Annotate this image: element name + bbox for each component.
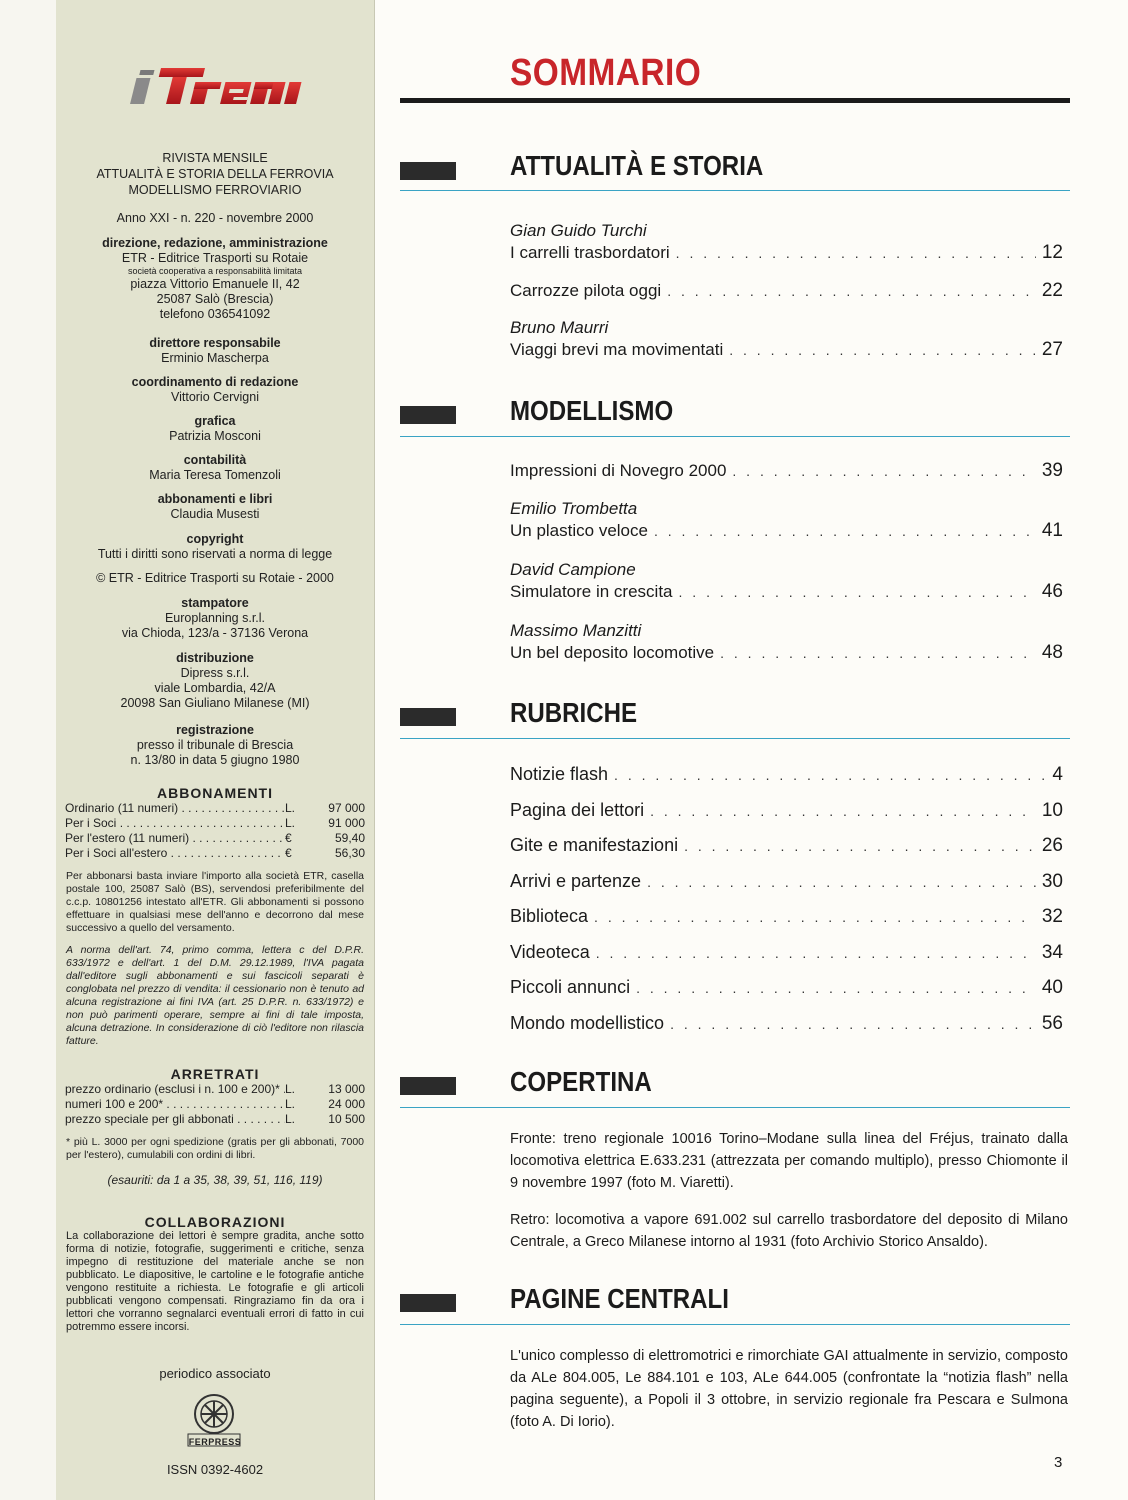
- lead-line: MODELLISMO FERROVIARIO: [128, 183, 302, 197]
- section-bar: [400, 1077, 456, 1095]
- staff-grafica: [56, 414, 374, 444]
- entry-title: Un bel deposito locomotive: [510, 643, 715, 662]
- toc-entry[interactable]: [510, 220, 1063, 264]
- staff-line: Maria Teresa Tomenzoli: [149, 468, 281, 482]
- staff-role: stampatore: [181, 596, 249, 610]
- rate-name: prezzo ordinario (esclusi i n. 100 e 200)* . . .: [65, 1082, 285, 1097]
- arretrati-block: [56, 1066, 374, 1187]
- staff-role: grafica: [194, 414, 236, 428]
- title-rule: [400, 98, 1070, 103]
- staff-line: società cooperativa a responsabilità limitata: [127, 266, 303, 276]
- entry-title: Notizie flash: [510, 764, 609, 784]
- abbonamenti-note: Per abbonarsi basta inviare l'importo alla società ETR, casella postale 100, 25087 Salò (BS), servendosi preferibilmente del c.c.p. 10801256 intestato all'ETR. Gli abbonamenti si possono effettuare in qualsiasi mese dell'anno e decorrono dal mese successivo a quello del versamento.: [66, 870, 364, 934]
- staff-line: Vittorio Cervigni: [170, 390, 259, 404]
- toc-entry[interactable]: [510, 1012, 1063, 1035]
- leader-dots: [679, 581, 1036, 603]
- leader-dots: [667, 280, 1036, 302]
- leader-dots: [636, 977, 1036, 999]
- toc-entry[interactable]: [510, 280, 1063, 302]
- staff-line: Dipress s.r.l.: [180, 666, 250, 680]
- entry-title: Simulatore in crescita: [510, 582, 673, 601]
- staff-line: 20098 San Giuliano Milanese (MI): [120, 696, 310, 710]
- leader-dots: [614, 764, 1046, 786]
- entry-page: 34: [1041, 942, 1063, 963]
- staff-line: telefono 036541092: [159, 307, 271, 321]
- rate-amount: 13 000: [328, 1082, 365, 1096]
- entry-page: 4: [1052, 764, 1063, 785]
- rate-name: Ordinario (11 numeri) . . .: [65, 801, 285, 816]
- staff-line: Claudia Musesti: [170, 507, 260, 521]
- staff-line: 25087 Salò (Brescia): [156, 292, 274, 306]
- staff-registrazione: [56, 723, 374, 768]
- staff-role: abbonamenti e libri: [157, 492, 273, 506]
- leader-dots: [594, 906, 1036, 928]
- entry-page: 32: [1041, 906, 1063, 927]
- arretrati-rates: [65, 1082, 365, 1127]
- entry-author: Massimo Manzitti: [510, 621, 642, 640]
- rate-row: [65, 816, 365, 831]
- entry-title: Mondo modellistico: [510, 1013, 665, 1033]
- leader-dots: [596, 942, 1036, 964]
- collaborazioni-heading: COLLABORAZIONI: [144, 1214, 286, 1230]
- leader-dots: [720, 642, 1036, 664]
- leader-dots: [732, 460, 1035, 482]
- section-rule: [400, 190, 1070, 191]
- associato-label: periodico associato: [159, 1366, 271, 1381]
- entry-page: 27: [1041, 339, 1063, 360]
- staff-abbonamenti: [56, 492, 374, 522]
- entry-author: David Campione: [510, 560, 636, 579]
- masthead-column: [56, 0, 375, 1500]
- staff-line: © ETR - Editrice Trasporti su Rotaie - 2000: [96, 571, 334, 585]
- entry-title: Biblioteca: [510, 906, 589, 926]
- rate-currency: L.: [285, 816, 296, 830]
- rate-name: Per i Soci . . .: [65, 816, 285, 831]
- staff-line: ETR - Editrice Trasporti su Rotaie: [121, 251, 309, 265]
- arretrati-heading: ARRETRATI: [170, 1066, 260, 1082]
- abbonamenti-rates: [65, 801, 365, 861]
- rate-amount: 10 500: [328, 1112, 365, 1126]
- page-number: 3: [1054, 1454, 1063, 1471]
- cover-back-caption: Retro: locomotiva a vapore 691.002 sul carrello trasbordatore del deposito di Milano Centrale, a Greco Milanese intorno al 1931 (foto Archivio Storico Ansaldo).: [510, 1212, 1068, 1250]
- section-bar: [400, 162, 456, 180]
- masthead-lead: [56, 150, 374, 226]
- rate-amount: 56,30: [334, 846, 365, 860]
- iva-note: A norma dell'art. 74, primo comma, lettera c del D.P.R. 633/1972 e dell'art. 1 del D.M. 29.12.1989, l'IVA pagata dall'editore sugli abbonamenti e sui fascicoli separati è conglobata nel prezzo di vendita: il cessionario non è tenuto ad alcuna registrazione ai fini IVA (art. 25 D.P.R. n. 633/1972) e non può parimenti operare, sempre ai fini di tale imposta, alcuna detrazione. In considerazione di ciò l'editore non rilascia fatture.: [66, 944, 364, 1047]
- staff-contabilita: [56, 453, 374, 483]
- rate-amount: 97 000: [328, 801, 365, 815]
- page-title: SOMMARIO: [510, 52, 702, 94]
- leader-dots: [676, 242, 1036, 264]
- staff-line: viale Lombardia, 42/A: [154, 681, 276, 695]
- rate-row: [65, 831, 365, 846]
- staff-role: contabilità: [183, 453, 247, 467]
- leader-dots: [729, 339, 1036, 361]
- staff-coordinamento: [56, 375, 374, 405]
- toc-entry[interactable]: [510, 460, 1063, 482]
- rate-currency: L.: [285, 1097, 296, 1111]
- leader-dots: [684, 835, 1036, 857]
- rate-amount: 24 000: [328, 1097, 365, 1111]
- entry-title: Arrivi e partenze: [510, 871, 642, 891]
- issn: ISSN 0392-4602: [166, 1462, 264, 1477]
- rate-row: [65, 1112, 365, 1127]
- entry-author: Emilio Trombetta: [510, 499, 638, 518]
- staff-direzione: [56, 236, 374, 322]
- staff-role: direttore responsabile: [149, 336, 281, 350]
- rate-row: [65, 1082, 365, 1097]
- toc-entry[interactable]: [510, 799, 1063, 822]
- toc-entry[interactable]: [510, 317, 1063, 361]
- rate-row: [65, 1097, 365, 1112]
- entry-title: Piccoli annunci: [510, 977, 631, 997]
- lead-line: RIVISTA MENSILE: [162, 151, 268, 165]
- section-title: RUBRICHE: [510, 697, 638, 728]
- staff-line: Europlanning s.r.l.: [164, 611, 266, 625]
- toc-entry[interactable]: [510, 834, 1063, 857]
- section-title: ATTUALITÀ E STORIA: [510, 150, 764, 181]
- entry-page: 46: [1041, 581, 1063, 602]
- entry-title: Gite e manifestazioni: [510, 835, 679, 855]
- rate-name: prezzo speciale per gli abbonati . . .: [65, 1112, 285, 1127]
- arretrati-note: * più L. 3000 per ogni spedizione (gratis per gli abbonati, 7000 per l'estero), cumulabili con ordini di libri.: [66, 1136, 364, 1161]
- toc-entry[interactable]: [510, 905, 1063, 928]
- rate-currency: L.: [285, 1082, 296, 1096]
- rate-currency: L.: [285, 1112, 296, 1126]
- rate-name: Per i Soci all'estero . . .: [65, 846, 285, 861]
- section-bar: [400, 406, 456, 424]
- toc-entry[interactable]: [510, 559, 1063, 603]
- staff-direttore: [56, 336, 374, 366]
- section-rule: [400, 738, 1070, 739]
- entry-page: 39: [1041, 460, 1063, 481]
- staff-line: presso il tribunale di Brescia: [136, 738, 294, 752]
- entry-page: 12: [1041, 242, 1063, 263]
- entry-page: 56: [1041, 1013, 1063, 1034]
- entry-page: 26: [1041, 835, 1063, 856]
- staff-role: distribuzione: [176, 651, 254, 665]
- rate-amount: 59,40: [334, 831, 365, 845]
- toc-entry[interactable]: [510, 870, 1063, 893]
- staff-line: Tutti i diritti sono riservati a norma di legge: [97, 547, 333, 561]
- leader-dots: [650, 800, 1036, 822]
- entry-title: Un plastico veloce: [510, 521, 648, 540]
- centerfold-caption: L'unico complesso di elettromotrici e rimorchiate GAI attualmente in servizio, composto da ALe 804.005, Le 884.101 e 103, ALe 644.005 (confrontate la “notizia flash” nella pagina seguente), a Popoli il 3 ottobre, in servizio regionale fra Pescara e Sulmona (foto A. Di Iorio).: [510, 1348, 1068, 1430]
- entry-page: 22: [1041, 280, 1063, 301]
- abbonamenti-heading: ABBONAMENTI: [157, 785, 273, 801]
- entry-page: 40: [1041, 977, 1063, 998]
- entry-author: Gian Guido Turchi: [510, 221, 647, 240]
- collaborazioni-block: [56, 1214, 374, 1334]
- entry-author: Bruno Maurri: [510, 318, 609, 337]
- toc-entry[interactable]: [510, 620, 1063, 664]
- staff-copyright: [56, 532, 374, 586]
- section-title: PAGINE CENTRALI: [510, 1283, 729, 1314]
- staff-line: via Chioda, 123/a - 37136 Verona: [121, 626, 309, 640]
- staff-line: n. 13/80 in data 5 giugno 1980: [130, 753, 300, 767]
- staff-line: piazza Vittorio Emanuele II, 42: [130, 277, 300, 291]
- rate-currency: €: [285, 831, 292, 845]
- entry-title: Pagina dei lettori: [510, 800, 645, 820]
- toc-entry[interactable]: [510, 976, 1063, 999]
- entry-page: 30: [1041, 871, 1063, 892]
- entry-title: I carrelli trasbordatori: [510, 243, 670, 262]
- rate-amount: 91 000: [328, 816, 365, 830]
- rate-currency: €: [285, 846, 292, 860]
- rate-name: Per l'estero (11 numeri) . . .: [65, 831, 285, 846]
- issue-line: Anno XXI - n. 220 - novembre 2000: [116, 211, 314, 225]
- entry-title: Videoteca: [510, 942, 590, 962]
- staff-role: copyright: [186, 532, 244, 546]
- staff-line: Patrizia Mosconi: [169, 429, 261, 443]
- entry-page: 41: [1041, 520, 1063, 541]
- abbonamenti-block: [56, 785, 374, 1048]
- section-title: COPERTINA: [510, 1066, 652, 1097]
- staff-role: coordinamento di redazione: [131, 375, 299, 389]
- staff-stampatore: [56, 596, 374, 641]
- section-bar: [400, 708, 456, 726]
- section-rule: [400, 436, 1070, 437]
- staff-line: Erminio Mascherpa: [161, 351, 269, 365]
- toc-entry[interactable]: [510, 763, 1063, 786]
- entry-title: Viaggi brevi ma movimentati: [510, 340, 724, 359]
- staff-role: registrazione: [176, 723, 254, 737]
- collaborazioni-text: La collaborazione dei lettori è sempre gradita, anche sotto forma di notizie, fotografie, suggerimenti e critiche, senza impegno di restituzione del materiale anche se non pubblicato. Le diapositive, le cartoline e le fotografie antiche vengono restituite a richiesta. Le fotografie e gli articoli pubblicati vengono compensati. Ringraziamo fin da ora i lettori che vorranno segnalarci eventuali errori di fatto in cui potremmo essere incorsi.: [66, 1230, 364, 1333]
- toc-entry[interactable]: [510, 941, 1063, 964]
- lead-line: ATTUALITÀ E STORIA DELLA FERROVIA: [96, 167, 334, 181]
- entry-page: 10: [1041, 800, 1063, 821]
- entry-title: Carrozze pilota oggi: [510, 281, 662, 300]
- rate-currency: L.: [285, 801, 296, 815]
- staff-role: direzione, redazione, amministrazione: [102, 236, 328, 250]
- page-gutter: [0, 0, 56, 1500]
- section-bar: [400, 1294, 456, 1312]
- ferpress-label: FERPRESS: [188, 1437, 242, 1447]
- leader-dots: [654, 520, 1036, 542]
- entry-page: 48: [1041, 642, 1063, 663]
- esauriti-note: (esauriti: da 1 a 35, 38, 39, 51, 116, 119): [107, 1173, 323, 1187]
- entry-title: Impressioni di Novegro 2000: [510, 461, 727, 480]
- rate-name: numeri 100 e 200* . . .: [65, 1097, 285, 1112]
- cover-front-caption: Fronte: treno regionale 10016 Torino–Modane sulla linea del Fréjus, trainato dalla locomotiva elettrica E.633.231 (attrezzata per comando multiplo), presso Chiomonte il 9 novembre 1997 (foto M. Viaretti).: [510, 1131, 1068, 1191]
- staff-distribuzione: [56, 651, 374, 711]
- rate-row: [65, 801, 365, 816]
- section-rule: [400, 1107, 1070, 1108]
- toc-entry[interactable]: [510, 498, 1063, 542]
- rate-row: [65, 846, 365, 861]
- leader-dots: [670, 1013, 1036, 1035]
- itreni-logo: [128, 64, 308, 108]
- section-rule: [400, 1324, 1070, 1325]
- leader-dots: [647, 871, 1036, 893]
- section-title: MODELLISMO: [510, 395, 674, 426]
